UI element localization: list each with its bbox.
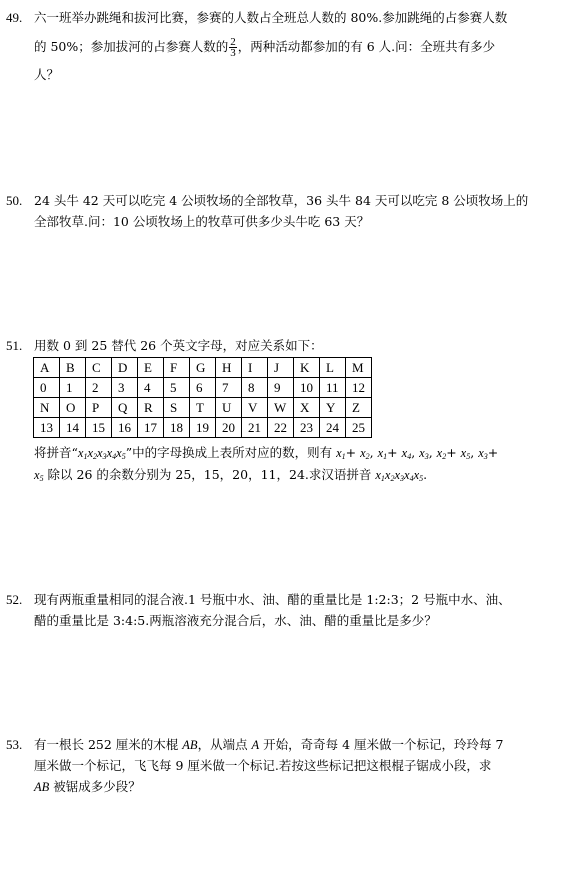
table-cell: D — [112, 358, 138, 378]
table-cell: 20 — [216, 418, 242, 438]
problem-text-line: $x_5$ 除以 26 的余数分别为 25，15，20，11，24.求汉语拼音 $x_1x_2x_3x_4x_5$. — [34, 467, 428, 483]
table-cell: Q — [112, 398, 138, 418]
table-cell: 4 — [138, 378, 164, 398]
problem-text-line — [34, 37, 495, 58]
table-cell: T — [190, 398, 216, 418]
table-cell: 12 — [346, 378, 372, 398]
table-cell: 17 — [138, 418, 164, 438]
problem-text-line: 六一班举办跳绳和拔河比赛，参赛的人数占全班总人数的 80%.参加跳绳的占参赛人数 — [34, 10, 508, 25]
table-letter-row — [34, 358, 372, 378]
problem-text-line: 现有两瓶重量相同的混合液.1 号瓶中水、油、醋的重量比是 1:2:3；2 号瓶中水、油、 — [34, 592, 511, 607]
table-cell: 2 — [86, 378, 112, 398]
problem-text-line: 醋的重量比是 3:4:5.两瓶溶液充分混合后，水、油、醋的重量比是多少？ — [34, 613, 437, 628]
table-cell: A — [34, 358, 60, 378]
table-cell: 15 — [86, 418, 112, 438]
table-cell: V — [242, 398, 268, 418]
table-cell: 16 — [112, 418, 138, 438]
table-cell: M — [346, 358, 372, 378]
table-cell: 11 — [320, 378, 346, 398]
problem-number: 49. — [6, 10, 23, 25]
table-cell: 9 — [268, 378, 294, 398]
table-cell: Z — [346, 398, 372, 418]
fraction — [229, 37, 237, 58]
problem-number: 50. — [6, 193, 23, 208]
problem-text-line: 全部牧草.问：10 公顷牧场上的牧草可供多少头牛吃 63 天？ — [34, 214, 370, 229]
table-cell: B — [60, 358, 86, 378]
table-cell: 13 — [34, 418, 60, 438]
table-letter-row — [34, 398, 372, 418]
problem-number: 52. — [6, 592, 23, 607]
table-number-row — [34, 418, 372, 438]
table-cell: Y — [320, 398, 346, 418]
fraction-numerator: 2 — [230, 36, 236, 48]
table-cell: I — [242, 358, 268, 378]
table-cell: 24 — [320, 418, 346, 438]
fraction-denominator: 3 — [230, 47, 236, 59]
table-cell: K — [294, 358, 320, 378]
table-cell: 10 — [294, 378, 320, 398]
table-cell: L — [320, 358, 346, 378]
table-cell: E — [138, 358, 164, 378]
table-cell: 19 — [190, 418, 216, 438]
table-cell: C — [86, 358, 112, 378]
text-segment: 的 50%；参加拔河的占参赛人数的 — [34, 39, 229, 54]
table-cell: X — [294, 398, 320, 418]
problem-text-line: 有一根长 252 厘米的木棍 AB，从端点 A 开始，奇奇每 4 厘米做一个标记，玲玲每 7 — [34, 737, 504, 752]
text-segment: ，两种活动都参加的有 6 人.问：全班共有多少 — [237, 39, 496, 54]
table-cell: R — [138, 398, 164, 418]
table-cell: 25 — [346, 418, 372, 438]
table-cell: N — [34, 398, 60, 418]
table-cell: 5 — [164, 378, 190, 398]
table-cell: W — [268, 398, 294, 418]
table-cell: S — [164, 398, 190, 418]
problem-text-line: 用数 0 到 25 替代 26 个英文字母，对应关系如下： — [34, 338, 323, 353]
table-cell: 18 — [164, 418, 190, 438]
problem-text-line: 厘米做一个标记，飞飞每 9 厘米做一个标记.若按这些标记把这根棍子锯成小段，求 — [34, 758, 492, 773]
table-cell: 3 — [112, 378, 138, 398]
table-number-row — [34, 378, 372, 398]
table-cell: 23 — [294, 418, 320, 438]
problem-text-line: 将拼音“$x_1x_2x_3x_4x_5$”中的字母换成上表所对应的数，则有 $x_1+ x_2$, $x_1+ x_4$, $x_3$, $x_2+ x_5$, $x_3+$ — [34, 445, 499, 461]
table-cell: 6 — [190, 378, 216, 398]
problem-text-line: AB 被锯成多少段？ — [34, 779, 141, 794]
table-cell: 21 — [242, 418, 268, 438]
table-cell: 14 — [60, 418, 86, 438]
table-cell: 1 — [60, 378, 86, 398]
table-cell: 22 — [268, 418, 294, 438]
table-cell: P — [86, 398, 112, 418]
table-cell: 8 — [242, 378, 268, 398]
table-cell: H — [216, 358, 242, 378]
problem-number: 51. — [6, 338, 23, 353]
problem-number: 53. — [6, 737, 23, 752]
table-cell: G — [190, 358, 216, 378]
table-cell: F — [164, 358, 190, 378]
letter-number-table — [33, 357, 372, 438]
problem-text-line: 24 头牛 42 天可以吃完 4 公顷牧场的全部牧草，36 头牛 84 天可以吃完 8 公顷牧场上的 — [34, 193, 529, 208]
table-cell: 0 — [34, 378, 60, 398]
table-cell: 7 — [216, 378, 242, 398]
table-cell: J — [268, 358, 294, 378]
table-cell: U — [216, 398, 242, 418]
table-cell: O — [60, 398, 86, 418]
problem-text-line: 人？ — [34, 67, 60, 82]
